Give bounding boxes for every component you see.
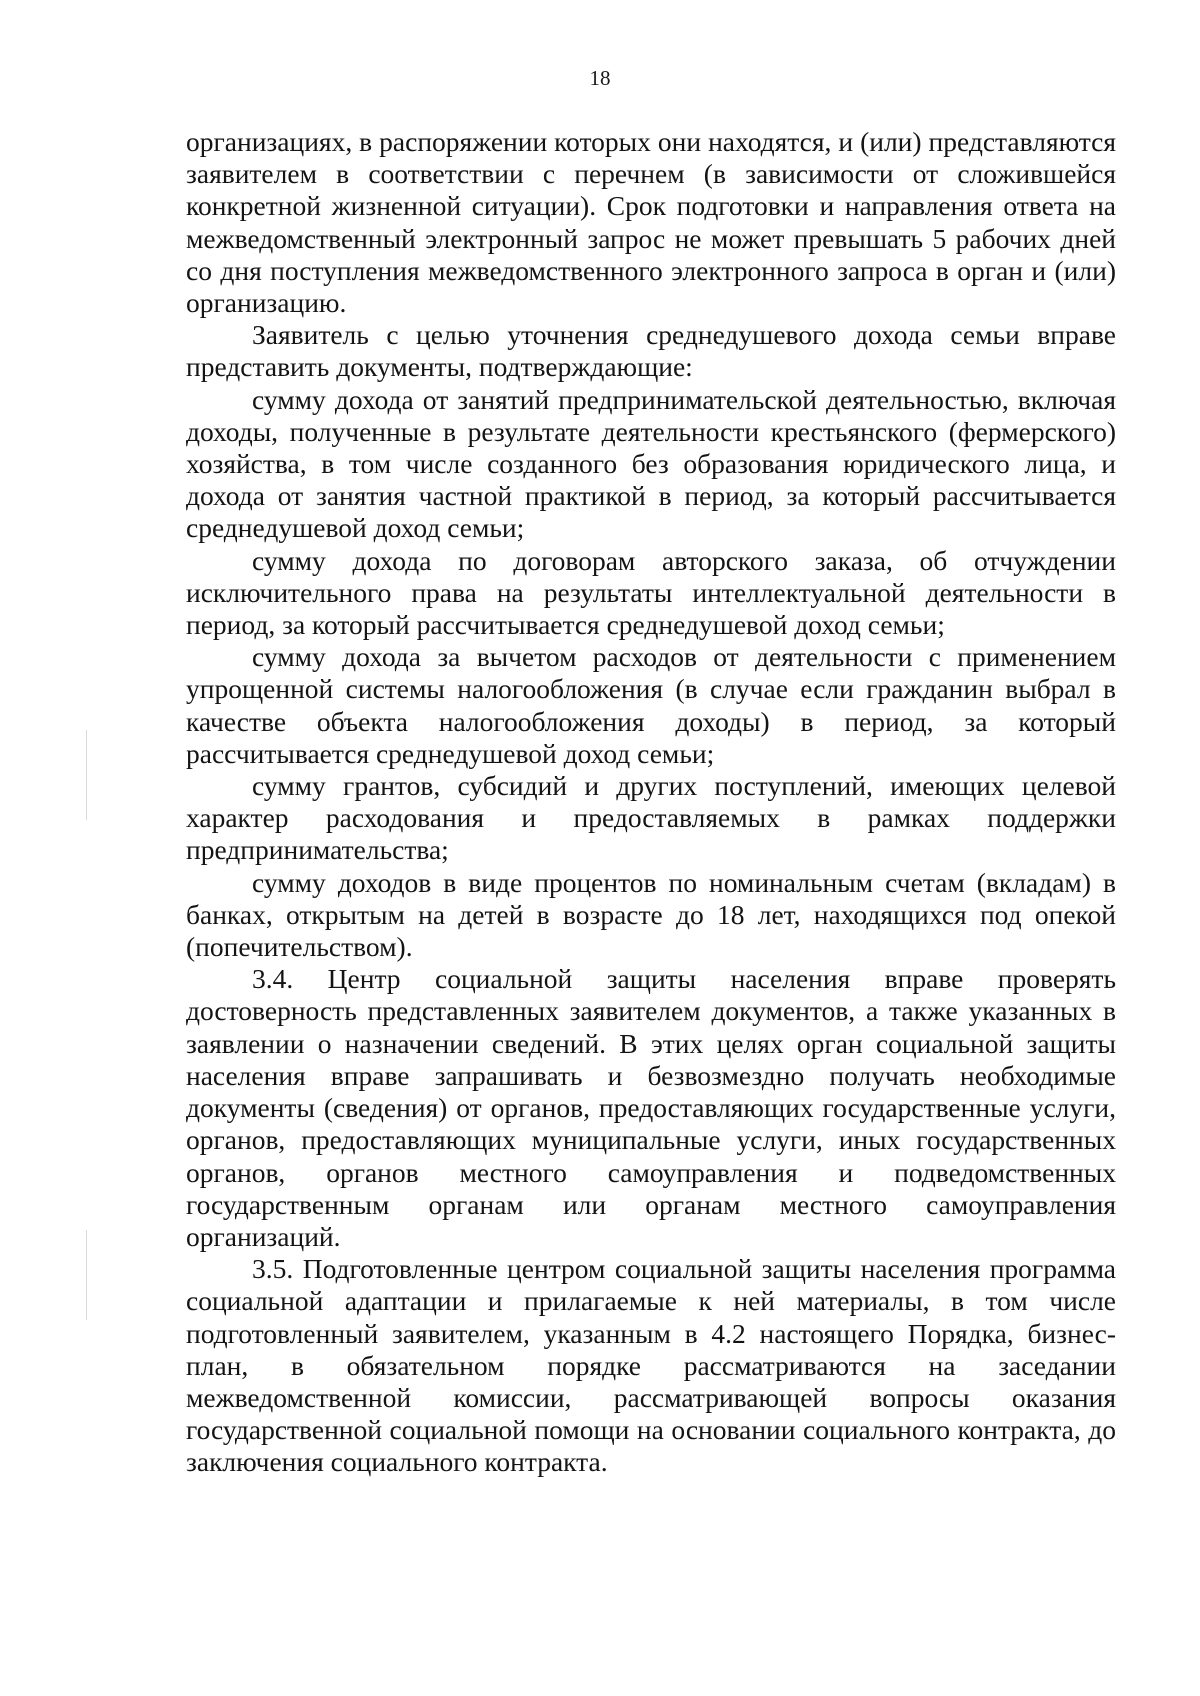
paragraph: сумму дохода за вычетом расходов от деятельности с применением упрощенной системы налогообложения (в случае если гражданин выбрал в качестве объекта налогообложения доходы) в период, за который рассчитывается среднедушевой доход семьи; [186, 641, 1116, 769]
paragraph: 3.5. Подготовленные центром социальной защиты населения программа социальной адаптации и прилагаемые к ней материалы, в том числе подготовленный заявителем, указанным в 4.2 настоящего Порядка, бизнес-план, в обязательном порядке рассматриваются на заседании межведомственной комиссии, рассматривающей вопросы оказания государственной социальной помощи на основании социального контракта, до заключения социального контракта. [186, 1253, 1116, 1478]
scan-margin-mark [86, 730, 87, 820]
paragraph: сумму дохода по договорам авторского заказа, об отчуждении исключительного права на результаты интеллектуальной деятельности в период, за который рассчитывается среднедушевой доход семьи; [186, 544, 1116, 641]
paragraph: сумму дохода от занятий предпринимательской деятельностью, включая доходы, полученные в результате деятельности крестьянского (фермерского) хозяйства, в том числе созданного без образования юридического лица, и дохода от занятия частной практикой в период, за который рассчитывается среднедушевой доход семьи; [186, 383, 1116, 544]
paragraph: организациях, в распоряжении которых они находятся, и (или) представляются заявителем в соответствии с перечнем (в зависимости от сложившейся конкретной жизненной ситуации). Срок подготовки и направления ответа на межведомственный электронный запрос не может превышать 5 рабочих дней со дня поступления межведомственного электронного запроса в орган и (или) организацию. [186, 126, 1116, 319]
paragraph: сумму грантов, субсидий и других поступлений, имеющих целевой характер расходования и предоставляемых в рамках поддержки предпринимательства; [186, 770, 1116, 866]
paragraph: Заявитель с целью уточнения среднедушевого дохода семьи вправе представить документы, подтверждающие: [186, 319, 1116, 383]
scan-margin-mark [86, 1230, 87, 1320]
document-body [186, 126, 1116, 1479]
paragraph: сумму доходов в виде процентов по номинальным счетам (вкладам) в банках, открытым на детей в возрасте до 18 лет, находящихся под опекой (попечительством). [186, 866, 1116, 963]
paragraph: 3.4. Центр социальной защиты населения вправе проверять достоверность представленных заявителем документов, а также указанных в заявлении о назначении сведений. В этих целях орган социальной защиты населения вправе запрашивать и безвозмездно получать необходимые документы (сведения) от органов, предоставляющих государственные услуги, органов, предоставляющих муниципальные услуги, иных государственных органов, органов местного самоуправления и подведомственных государственным органам или органам местного самоуправления организаций. [186, 963, 1116, 1252]
page-number: 18 [589, 66, 611, 90]
